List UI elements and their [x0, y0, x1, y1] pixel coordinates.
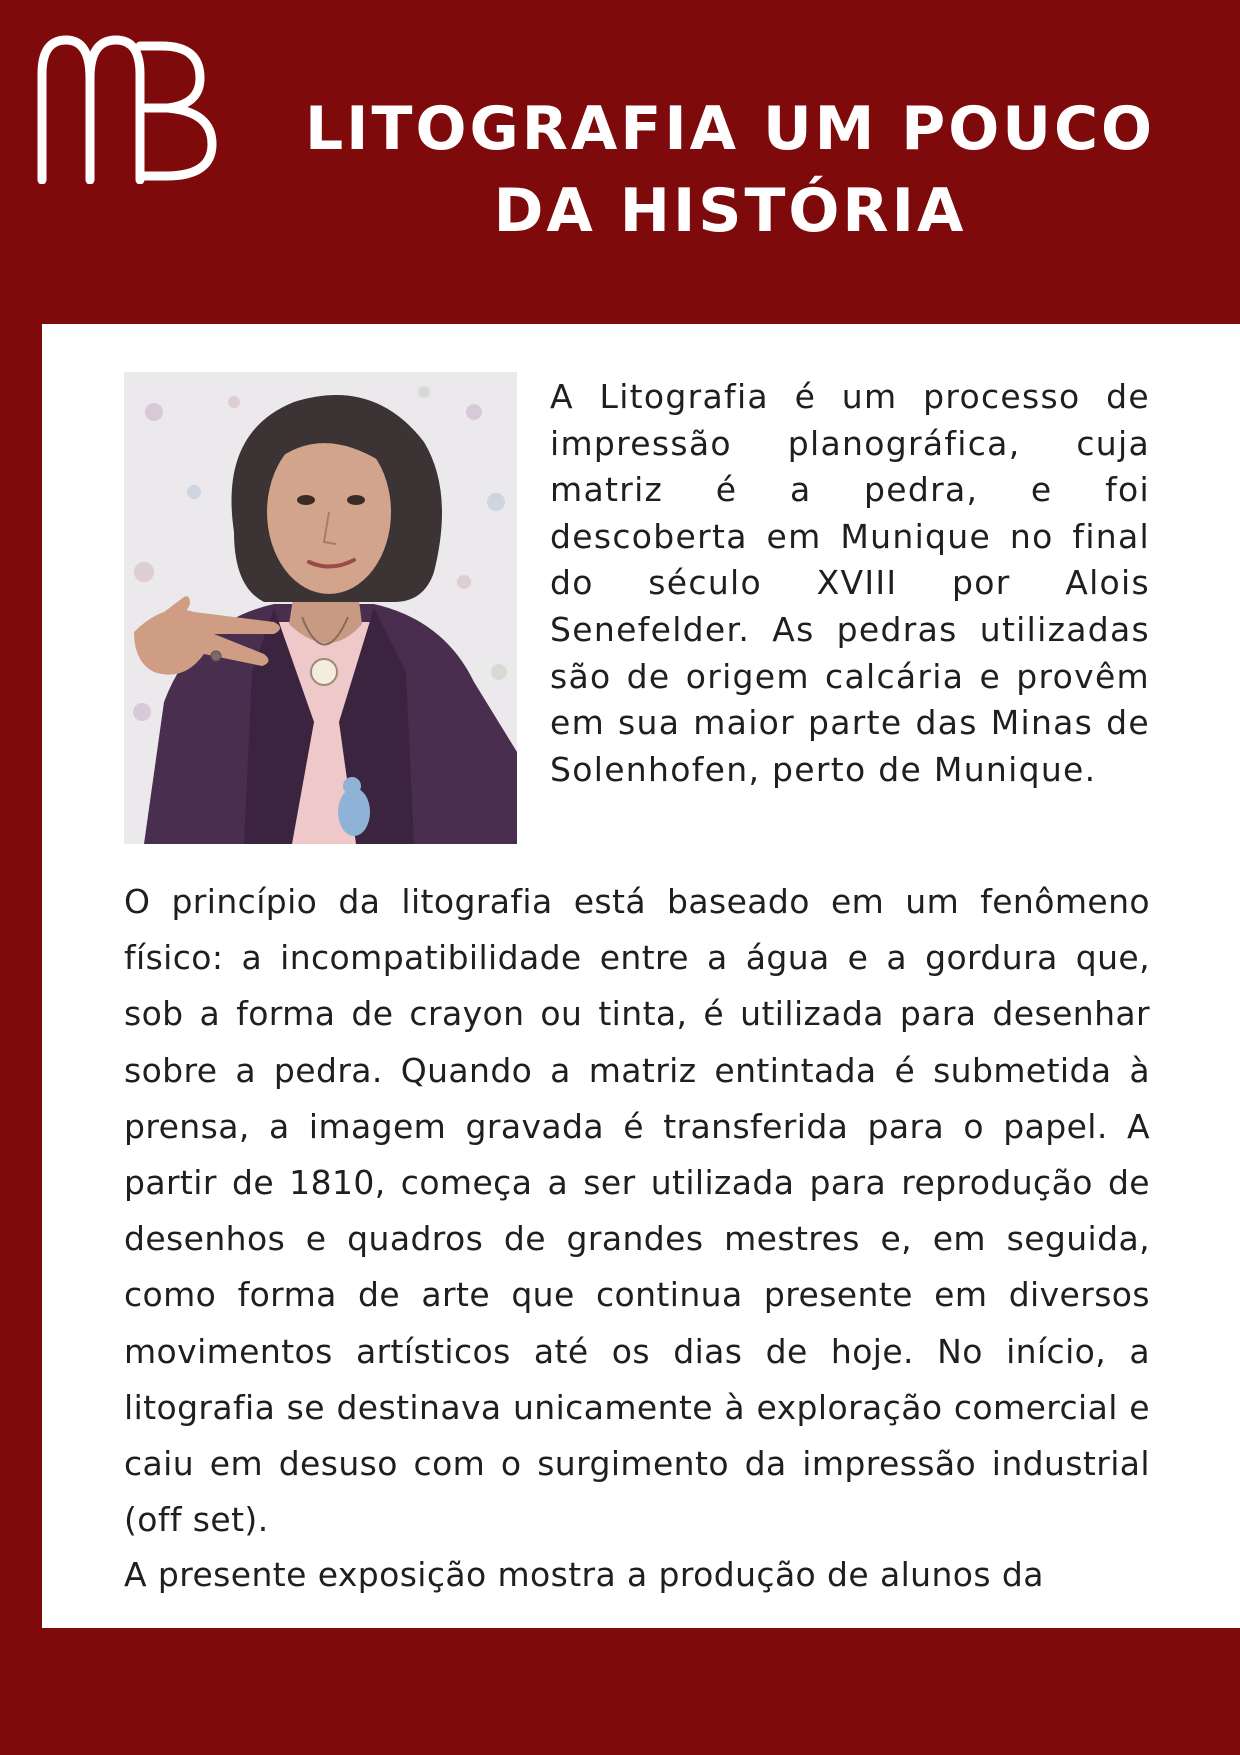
- mb-logo: [36, 34, 224, 184]
- exhibition-paragraph: A presente exposição mostra a produção de alunos da: [124, 1555, 1044, 1594]
- title-line-2: DA HISTÓRIA: [493, 176, 967, 246]
- page-title: [290, 88, 1170, 252]
- principle-paragraph: O princípio da litografia está baseado em um fenômeno físico: a incompatibilidade entre a água e a gordura que, sob a forma de crayon ou tinta, é utilizada para desenhar sobre a pedra. Quando a matriz entintada é submetida à prensa, a imagem gravada é transferida para o papel. A partir de 1810, começa a ser utilizada para reprodução de desenhos e quadros de grandes mestres e, em seguida, como forma de arte que continua presente em diversos movimentos artísticos até os dias de hoje. No início, a litografia se destinava unicamente à exploração comercial e caiu em desuso com o surgimento da impressão industrial (off set).: [124, 882, 1150, 1540]
- content-panel: [42, 324, 1240, 1628]
- portrait-photo: [124, 372, 517, 844]
- title-line-1: LITOGRAFIA UM POUCO: [304, 94, 1156, 164]
- intro-paragraph: A Litografia é um processo de impressão planográfica, cuja matriz é a pedra, e foi descoberta em Munique no final do século XVIII por Alois Senefelder. As pedras utilizadas são de origem calcária e provêm em sua maior parte das Minas de Solenhofen, perto de Munique.: [550, 377, 1150, 789]
